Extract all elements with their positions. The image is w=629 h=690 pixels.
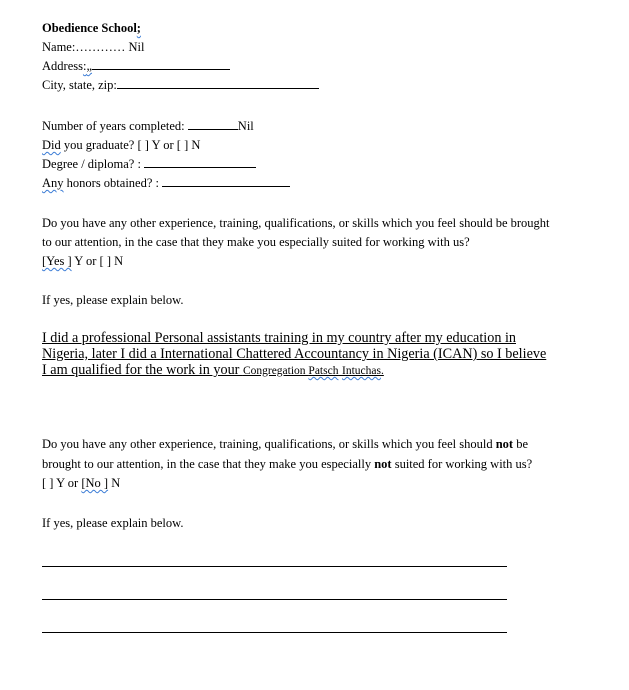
form-title bbox=[42, 20, 141, 36]
name-dots: ………… bbox=[75, 40, 126, 54]
explain-line-2[interactable] bbox=[42, 599, 507, 600]
answer1-name1: Patsch bbox=[308, 365, 339, 377]
question2-options-pre[interactable]: [ ] Y or bbox=[42, 476, 82, 490]
name-value[interactable]: Nil bbox=[128, 40, 145, 54]
question2-line2-bold: not bbox=[374, 457, 392, 471]
honors-field[interactable] bbox=[162, 175, 290, 187]
question1-yes-mark[interactable]: [Yes ] bbox=[42, 254, 72, 268]
question2-line1 bbox=[42, 436, 528, 452]
city-row bbox=[42, 77, 319, 93]
address-mark: „ bbox=[86, 59, 93, 73]
years-value[interactable]: Nil bbox=[237, 119, 254, 133]
explain-line-3[interactable] bbox=[42, 632, 507, 633]
question2-explain: If yes, please explain below. bbox=[42, 516, 184, 530]
answer1-line3-small: Congregation bbox=[242, 365, 309, 377]
question2-options-post[interactable]: N bbox=[108, 476, 121, 490]
degree-row bbox=[42, 156, 256, 172]
honors-label: honors obtained? : bbox=[63, 176, 159, 190]
question1-answer[interactable] bbox=[42, 253, 123, 269]
question2-line1-post: be bbox=[513, 437, 529, 451]
form-title-suffix: ; bbox=[136, 21, 141, 35]
question1-line1: Do you have any other experience, training, qualifications, or skills which you feel should be brought bbox=[42, 216, 550, 230]
question1-explain: If yes, please explain below. bbox=[42, 293, 184, 307]
honors-row bbox=[42, 175, 290, 191]
name-row bbox=[42, 39, 144, 55]
answer1-line2[interactable]: Nigeria, later I did a International Chattered Accountancy in Nigeria (ICAN) so I believe bbox=[42, 346, 547, 362]
name-label: Name: bbox=[42, 40, 76, 54]
graduate-row bbox=[42, 137, 200, 153]
answer1-line1[interactable]: I did a professional Personal assistants training in my country after my education in bbox=[42, 330, 516, 346]
address-row bbox=[42, 58, 230, 74]
question1-line2: to our attention, in the case that they make you especially suited for working with us? bbox=[42, 235, 470, 249]
honors-any: Any bbox=[42, 176, 64, 190]
question2-line1-pre: Do you have any other experience, training, qualifications, or skills which you feel should bbox=[42, 437, 496, 451]
graduate-did: Did bbox=[42, 138, 61, 152]
address-field[interactable] bbox=[92, 58, 230, 70]
question2-line2-pre: brought to our attention, in the case that they make you especially bbox=[42, 457, 375, 471]
address-label: Address bbox=[42, 59, 83, 73]
question2-answer[interactable] bbox=[42, 475, 120, 491]
form-title-text: Obedience School bbox=[42, 21, 137, 35]
degree-label: Degree / diploma? : bbox=[42, 157, 141, 171]
question2-line1-bold: not bbox=[495, 437, 514, 451]
question1-options[interactable]: Y or [ ] N bbox=[71, 254, 124, 268]
question2-line2-post: suited for working with us? bbox=[391, 457, 533, 471]
answer1-name2: Intuchas bbox=[342, 365, 381, 377]
address-colon: : bbox=[82, 59, 87, 73]
answer1-line3-main: I am qualified for the work in your bbox=[42, 362, 243, 378]
explain-line-1[interactable] bbox=[42, 566, 507, 567]
question2-no-mark[interactable]: [No ] bbox=[81, 476, 109, 490]
city-label: City, state, zip: bbox=[42, 78, 117, 92]
answer1-period: . bbox=[380, 365, 384, 377]
city-field[interactable] bbox=[117, 77, 319, 89]
degree-field[interactable] bbox=[144, 156, 256, 168]
question2-line2 bbox=[42, 456, 532, 472]
answer1-line3[interactable] bbox=[42, 362, 384, 380]
graduate-question[interactable]: you graduate? [ ] Y or [ ] N bbox=[60, 138, 201, 152]
years-label: Number of years completed: bbox=[42, 119, 185, 133]
years-field[interactable] bbox=[188, 118, 238, 130]
years-row bbox=[42, 118, 254, 134]
